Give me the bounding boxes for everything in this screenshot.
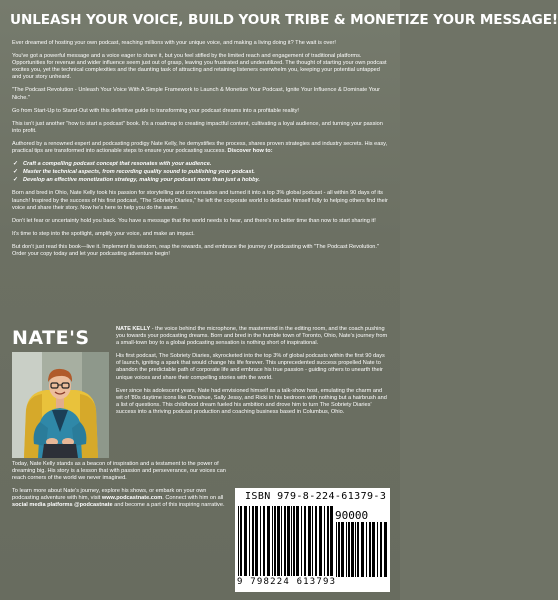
barcode-bar [346, 522, 347, 577]
barcode-bar [341, 522, 344, 577]
discover-label: Discover how to: [227, 148, 273, 155]
website-link: www.podcastnate.com [101, 495, 163, 502]
bullet-text: Craft a compelling podcast concept that resonates with your audience. [23, 161, 212, 168]
call-to-action-paragraph: But don't just read this book—live it. Implement its wisdom, reap the rewards, and embrace the journey of podcasting with "The Podcast Revolution." Order your copy today and let your podcasting adventure begin! [12, 243, 379, 257]
barcode-bar [287, 506, 290, 576]
bullet-item [12, 169, 390, 176]
barcode-bar [274, 506, 276, 576]
bio-intro-paragraph [116, 326, 390, 347]
bio-contact-paragraph [12, 488, 227, 509]
bio-today-paragraph: Today, Nate Kelly stands as a beacon of inspiration and a testament to the power of dreaming big. His story is a lesson that with passion and perseverance, our voices can reach corners of the world we never imagined. [12, 461, 226, 482]
barcode-bar [260, 506, 261, 576]
barcode-bar [369, 522, 371, 577]
bullet-text: Master the technical aspects, from recording quality sound to publishing your podcast. [23, 169, 255, 176]
barcode-bar [284, 506, 286, 576]
barcode-bar [384, 522, 387, 577]
bio-dream-paragraph: Ever since his adolescent years, Nate had envisioned himself as a talk-show host, emulating the charm and wit of '80s daytime icons like Donahue, Sally Jessy, and Ricki in his bedroom with nothing but a hairbrush and a list of questions. This childhood dream fueled his ambition and drove him to turn The Sobriety Diaries' success into a thriving podcast production and coaching business based in Columbus, Ohio. [116, 387, 387, 415]
barcode-bar [361, 522, 364, 577]
barcode-bar [272, 506, 273, 576]
barcode-bar [304, 506, 306, 576]
headline: UNLEASH YOUR VOICE, BUILD YOUR TRIBE & MONETIZE YOUR MESSAGE! [10, 12, 558, 28]
author-photo-illustration [12, 352, 109, 458]
roadmap-paragraph: This isn't just another "how to start a podcast" book. It's a roadmap to creating impactful content, cultivating a loyal audience, and turning your passion into profit. [12, 120, 383, 134]
barcode-bar [308, 506, 311, 576]
bio-title: NATE'S [12, 327, 90, 349]
barcode-bar [238, 506, 239, 576]
barcode-bar [355, 522, 356, 577]
barcode-bar [319, 506, 322, 576]
barcode-bar [372, 522, 375, 577]
book-title-paragraph: "The Podcast Revolution - Unleash Your Voice With A Simple Framework to Launch & Monetize Your Podcast, Ignite Your Influence & Dominate Your Niche." [12, 87, 380, 101]
contact-text-c: and become a part of this inspiring narrative. [112, 502, 225, 509]
barcode-bar [267, 506, 270, 576]
barcode-bar [244, 506, 247, 576]
barcode-bar [351, 522, 354, 577]
authored-text: Authored by a renowned expert and podcasting prodigy Nate Kelly, he demystifies the process, shares proven strategies and industry secrets. His easy, practical tips are transformed into actionable steps to ensure your podcasting success. [12, 140, 388, 155]
bio-column [116, 326, 390, 422]
bio-intro-text: - the voice behind the microphone, the mastermind in the editing room, and the coach pushing you towards your podcasting dreams. Born and bred in the humble town of Toronto, Ohio, Nate's journey from a small-town boy to a global podcasting sensation is nothing short of inspirational. [116, 326, 388, 347]
check-icon: ✓ [13, 169, 19, 176]
price-code: 90000 [335, 509, 369, 522]
barcode-digits: 9 798224 613793 [237, 577, 337, 587]
barcode-bar [301, 506, 302, 576]
contact-text-a: To learn more about Nate's journey, explore his shows, or embark on your own podcasting adventure with him, visit [12, 488, 207, 502]
check-icon: ✓ [13, 177, 19, 184]
spotlight-paragraph: It's time to step into the spotlight, amplify your voice, and make an impact. [12, 230, 195, 237]
barcode-bar [330, 506, 333, 576]
barcode-box [235, 488, 390, 592]
barcode-bar [277, 506, 280, 576]
barcode-bar [357, 522, 359, 577]
barcode-bar [348, 522, 350, 577]
authored-paragraph [12, 141, 390, 155]
author-origin-paragraph: Born and bred in Ohio, Nate Kelly took his passion for storytelling and conversation and turned it into a top 3% global podcast - all within 90 days of its launch! Inspired by the success of his first podcast, "The Sobriety Diaries," he left the corporate world to dedicate himself fully to helping others find their voice and share their story. Now he's here to help you do the same. [12, 190, 388, 211]
ean-barcode [237, 506, 333, 576]
author-name: NATE KELLY [116, 326, 151, 332]
barcode-bar [249, 506, 250, 576]
bio-bottom [12, 461, 227, 516]
barcode-bar [327, 506, 329, 576]
barcode-bar [252, 506, 254, 576]
barcode-bar [338, 522, 340, 577]
intro-paragraph: Ever dreamed of hosting your own podcast, reaching millions with your unique voice, and making a living doing it? The wait is over! [12, 40, 336, 46]
bullet-list [12, 161, 390, 184]
guide-paragraph: Go from Start-Up to Stand-Out with this definitive guide to transforming your podcast dreams into a profitable reality! [12, 107, 299, 114]
bullet-text: Develop an effective monetization strategy, making your podcast more than just a hobby. [23, 177, 260, 184]
barcode-bar [312, 506, 313, 576]
barcode-bar [336, 522, 337, 577]
fear-paragraph: Don't let fear or uncertainty hold you back. You have a message that the world needs to hear, and there's no better time than now to start sharing it! [12, 217, 376, 224]
author-photo [12, 352, 109, 458]
bio-first-podcast-paragraph: His first podcast, The Sobriety Diaries, skyrocketed into the top 3% of global podcasts within the first 90 days of launch, igniting a spark that would change his life forever. This unprecedented success propelled Nate to abandon the predictable path of corporate life and embrace his true passion - guiding others to unearth their unique voices and share their compelling stories with the world. [116, 353, 385, 381]
barcode-bar [293, 506, 295, 576]
barcode-bar [240, 506, 242, 576]
barcode-bar [377, 522, 378, 577]
barcode-bar [296, 506, 299, 576]
barcode-bar [291, 506, 292, 576]
check-icon: ✓ [13, 161, 19, 168]
price-barcode [335, 522, 387, 577]
barcode-bar [315, 506, 317, 576]
problem-paragraph: You've got a powerful message and a voice eager to share it, but you feel stifled by the limited reach and engagement of traditional platforms. Opportunities for revenue and wider influence seem just out of grasp, leaving you frustrated and underutilized. The thought of starting your own podcast excites you, yet the technical complexities and the daunting task of attracting and retaining listeners overwhelm you, keeping your potential untapped and your story unheard. [12, 53, 387, 81]
barcode-bar [380, 522, 382, 577]
barcode-bar [324, 506, 325, 576]
contact-text-b: . Connect with him on all [162, 495, 224, 502]
bullet-item [12, 177, 390, 184]
barcode-bar [263, 506, 265, 576]
barcode-bar [281, 506, 282, 576]
barcode-bar [255, 506, 258, 576]
social-handle: social media platforms @podcastnate [12, 502, 113, 509]
barcode-bar [366, 522, 367, 577]
isbn-label: ISBN 979-8-224-61379-3 [245, 491, 387, 502]
cover-blurb [12, 40, 390, 264]
bullet-item [12, 161, 390, 168]
